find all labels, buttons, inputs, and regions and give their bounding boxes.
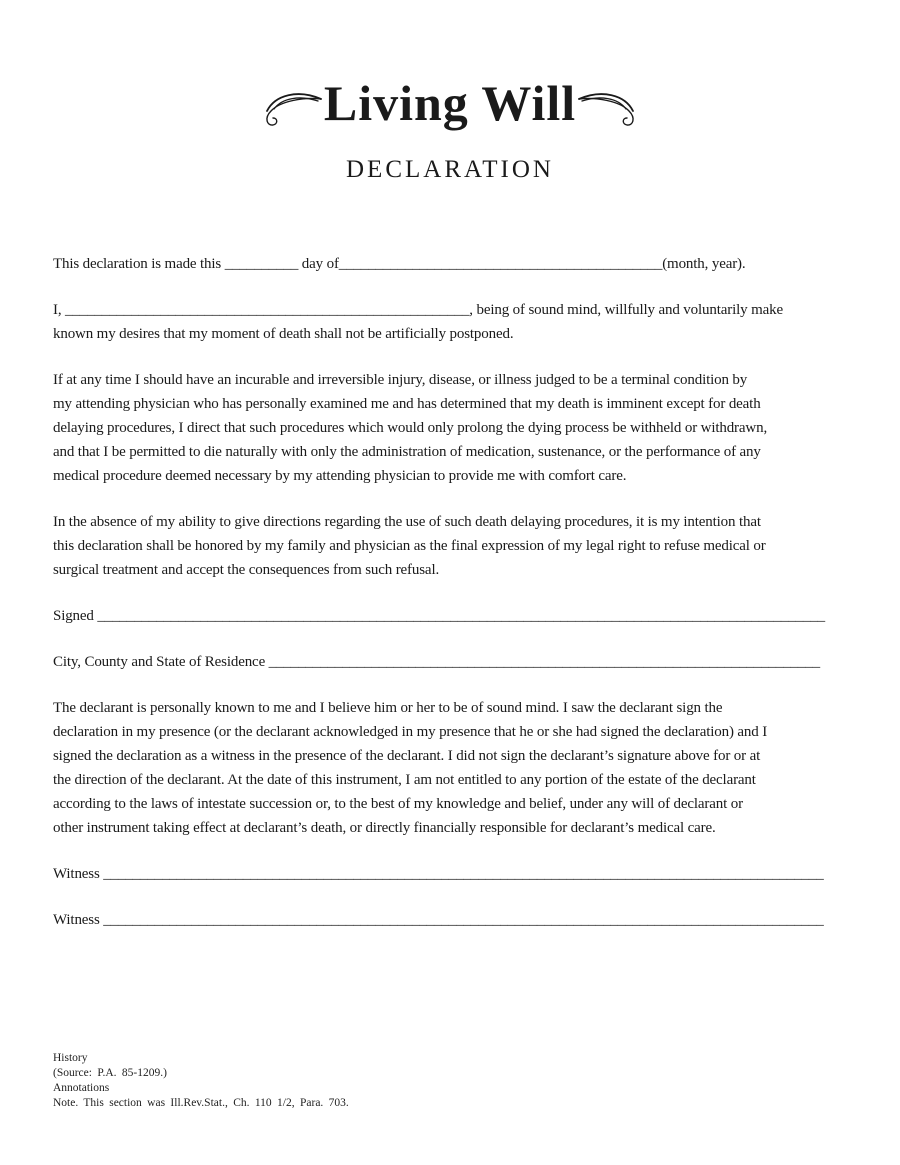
paragraph-line: If at any time I should have an incurable and irreversible injury, disease, or illness judged to be a terminal condition by xyxy=(53,372,748,388)
paragraph-line: declaration in my presence (or the declarant acknowledged in my presence that he or she had signed the declaration) and I xyxy=(53,724,768,740)
page-title: Living Will xyxy=(323,74,577,131)
paragraph-line: according to the laws of intestate succession or, to the best of my knowledge and belief, under any will of declarant or xyxy=(53,796,743,812)
witness-fill-in-line: Witness __________________________________________________________________________________________________ xyxy=(53,912,824,928)
declarant-intro-paragraph xyxy=(53,298,880,346)
residence-fill-in-line: City, County and State of Residence ___________________________________________________________________________ xyxy=(53,654,820,670)
paragraph-line: medical procedure deemed necessary by my attending physician to provide me with comfort care. xyxy=(53,468,627,484)
witness-signature-line-1 xyxy=(53,862,880,886)
date-fill-in-line: This declaration is made this __________ day of____________________________________________(month, year). xyxy=(53,256,746,272)
paragraph-line: surgical treatment and accept the consequences from such refusal. xyxy=(53,562,440,578)
title-row xyxy=(0,0,900,133)
residence-line xyxy=(53,650,880,674)
paragraph-line: this declaration shall be honored by my family and physician as the final expression of my legal right to refuse medical or xyxy=(53,538,766,554)
footer-source-citation: (Source: P.A. 85-1209.) xyxy=(53,1067,167,1079)
paragraph-line: my attending physician who has personally examined me and has determined that my death is imminent except for death xyxy=(53,396,761,412)
intention-paragraph xyxy=(53,510,880,582)
paragraph-line: and that I be permitted to die naturally with only the administration of medication, sustenance, or the performance of any xyxy=(53,444,761,460)
paragraph-line: In the absence of my ability to give directions regarding the use of such death delaying procedures, it is my intention that xyxy=(53,514,761,530)
document-subtitle: DECLARATION xyxy=(346,156,554,183)
footer-history-label: History xyxy=(53,1052,88,1064)
signed-signature-line xyxy=(53,604,880,628)
swash-left-icon xyxy=(264,86,322,133)
statute-footer xyxy=(53,1051,349,1111)
paragraph-line: other instrument taking effect at declarant’s death, or directly financially responsible for declarant’s medical care. xyxy=(53,820,716,836)
witness-fill-in-line: Witness __________________________________________________________________________________________________ xyxy=(53,866,824,882)
footer-annotations-label: Annotations xyxy=(53,1082,110,1094)
paragraph-line: I, _______________________________________________________, being of sound mind, willfully and voluntarily make xyxy=(53,302,783,318)
witness-statement-paragraph xyxy=(53,696,880,840)
paragraph-line: known my desires that my moment of death shall not be artificially postponed. xyxy=(53,326,514,342)
paragraph-line: the direction of the declarant. At the date of this instrument, I am not entitled to any portion of the estate of the declarant xyxy=(53,772,756,788)
paragraph-line: The declarant is personally known to me and I believe him or her to be of sound mind. I saw the declarant sign the xyxy=(53,700,723,716)
document-body xyxy=(0,252,900,932)
footer-statute-note: Note. This section was Ill.Rev.Stat., Ch. 110 1/2, Para. 703. xyxy=(53,1097,349,1109)
terminal-condition-paragraph xyxy=(53,368,880,488)
witness-signature-line-2 xyxy=(53,908,880,932)
paragraph-line: signed the declaration as a witness in the presence of the declarant. I did not sign the declarant’s signature above for or at xyxy=(53,748,761,764)
signed-fill-in-line: Signed ___________________________________________________________________________________________________ xyxy=(53,608,826,624)
swash-right-icon xyxy=(578,86,636,133)
date-line-paragraph xyxy=(53,252,880,276)
paragraph-line: delaying procedures, I direct that such procedures which would only prolong the dying process be withheld or withdrawn, xyxy=(53,420,768,436)
